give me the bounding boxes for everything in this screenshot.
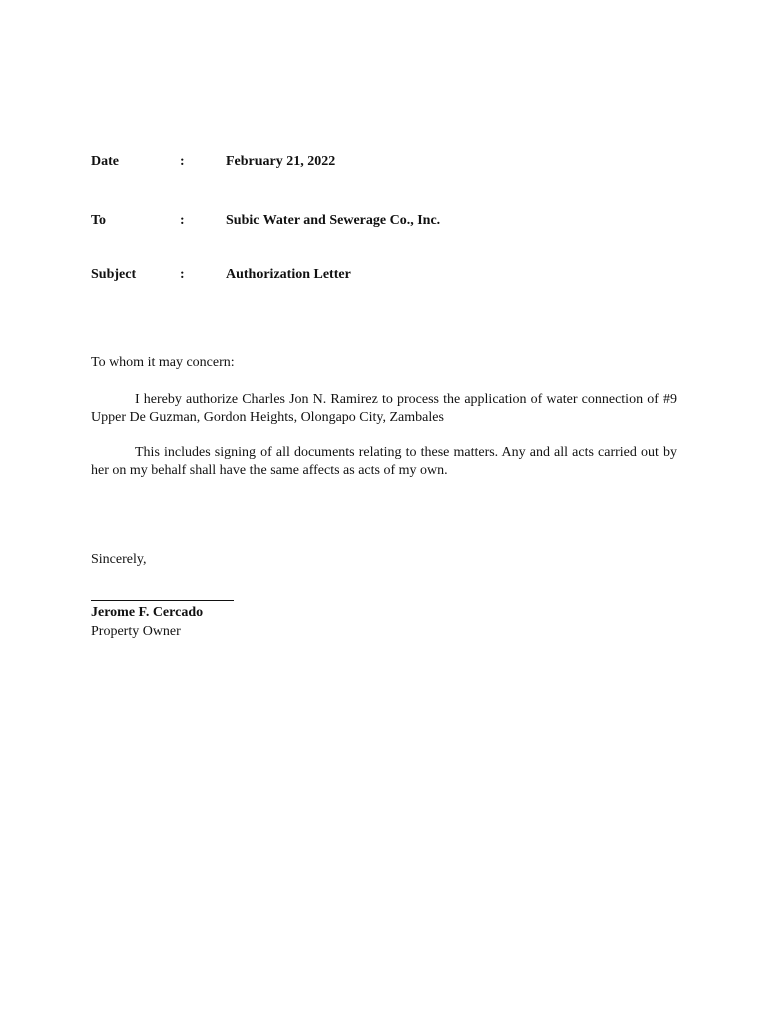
to-colon: : [180, 213, 185, 228]
subject-value: Authorization Letter [226, 267, 351, 282]
date-colon: : [180, 154, 185, 169]
to-value: Subic Water and Sewerage Co., Inc. [226, 213, 441, 228]
subject-label: Subject [91, 267, 137, 282]
body-paragraph-2: This includes signing of all documents relating to these matters. Any and all acts carried out by her on my behalf shall have the same affects as acts of my own. [91, 445, 677, 478]
date-value: February 21, 2022 [226, 154, 336, 169]
signer-name: Jerome F. Cercado [91, 605, 204, 620]
subject-colon: : [180, 267, 185, 282]
date-row [91, 152, 691, 172]
valediction: Sincerely, [91, 552, 147, 567]
subject-row [91, 265, 691, 285]
to-row [91, 211, 691, 231]
body-paragraph-1: I hereby authorize Charles Jon N. Ramirez to process the application of water connection of #9 Upper De Guzman, Gordon Heights, Olongapo City, Zambales [91, 392, 677, 425]
to-label: To [91, 213, 107, 228]
date-label: Date [91, 154, 119, 169]
signature-line [91, 600, 234, 601]
signer-title: Property Owner [91, 624, 181, 639]
salutation: To whom it may concern: [91, 355, 235, 370]
